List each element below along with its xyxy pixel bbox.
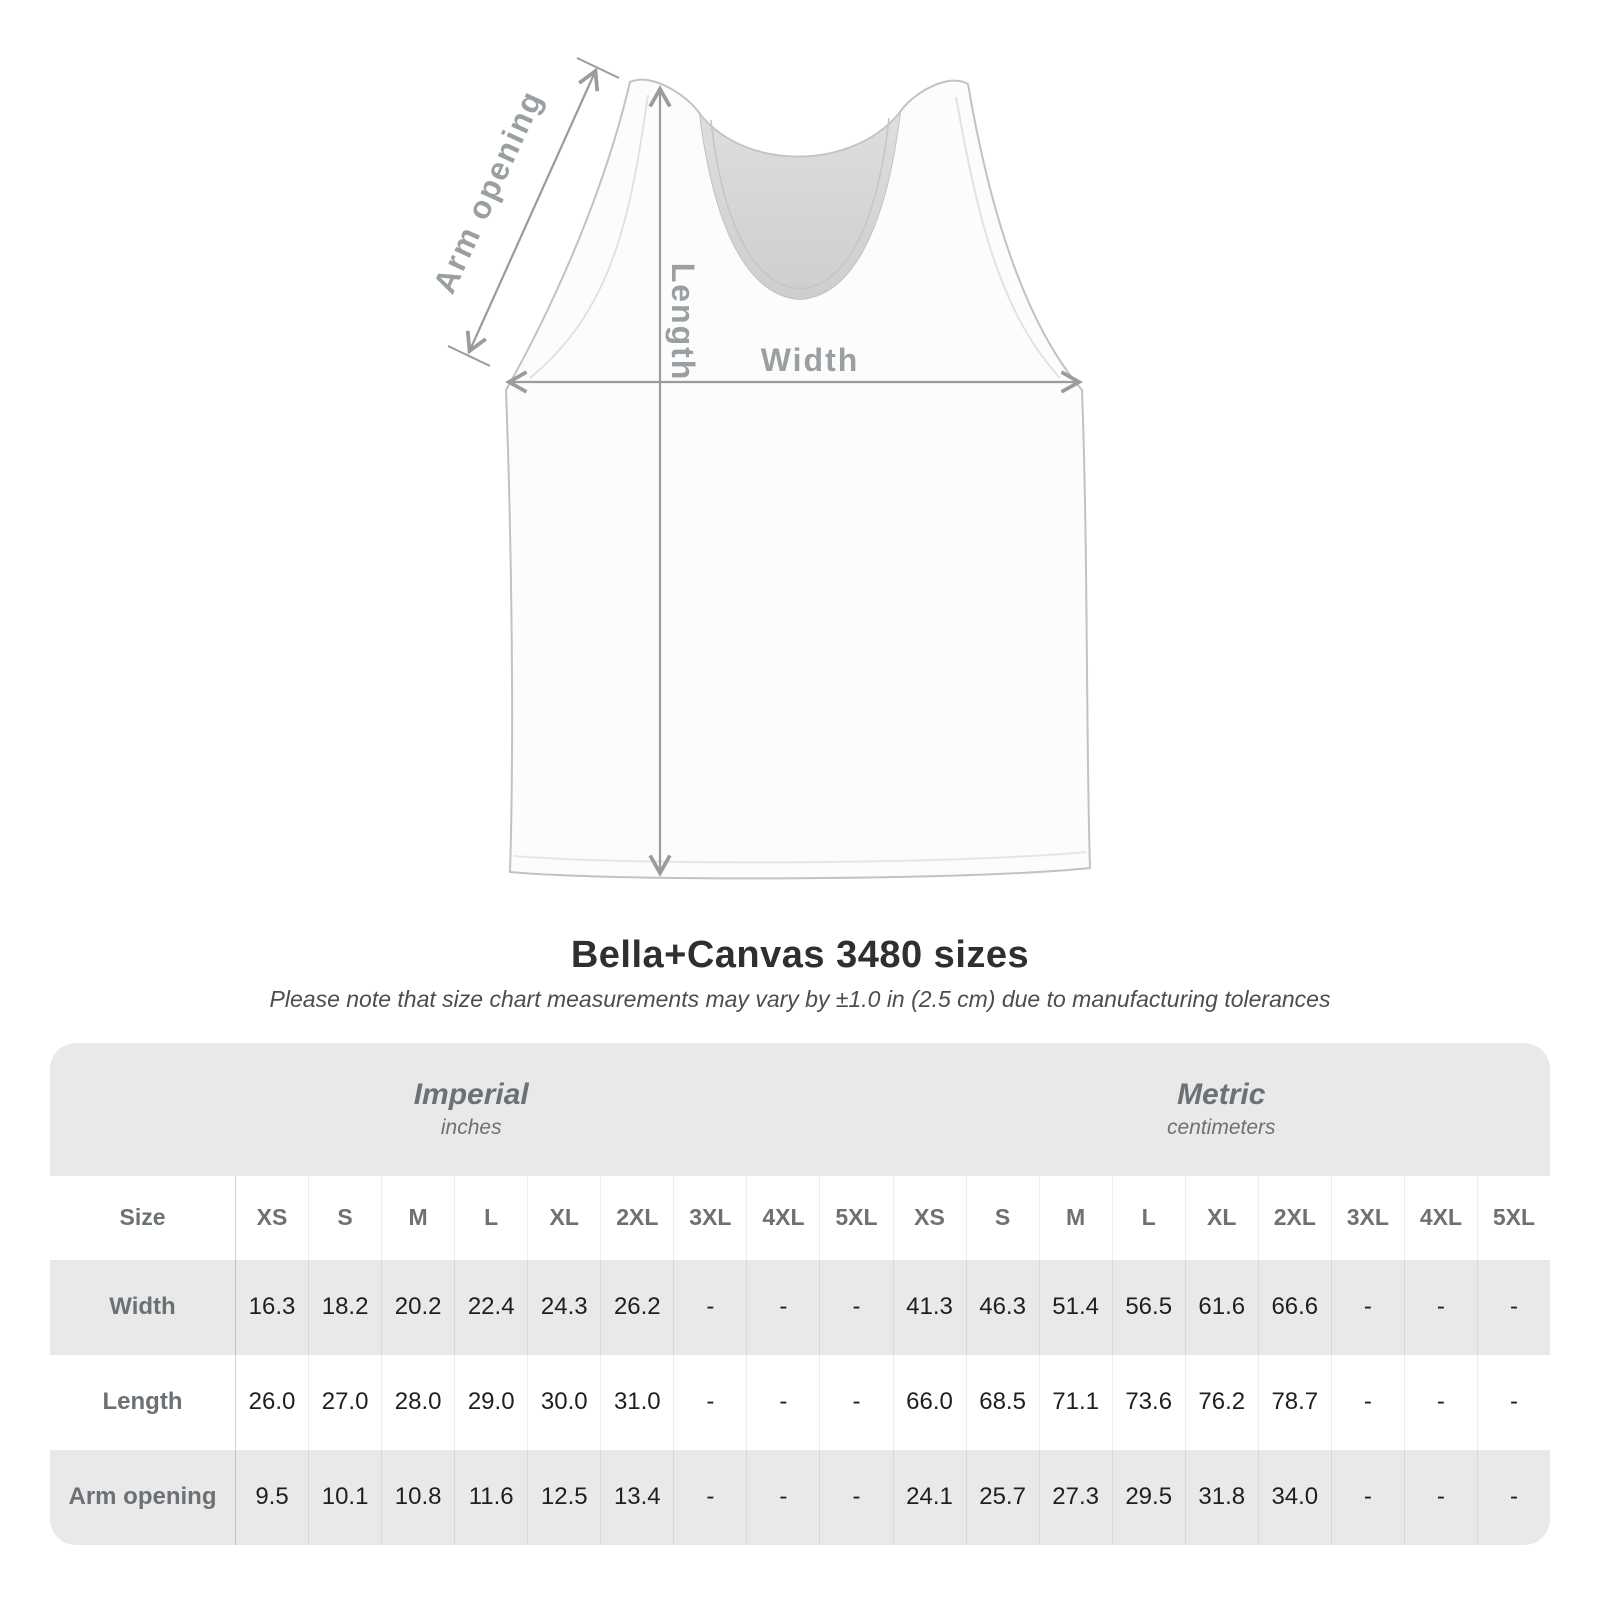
value-cell: 31.0 bbox=[600, 1355, 673, 1450]
value-cell: 27.0 bbox=[308, 1355, 381, 1450]
size-header: S bbox=[966, 1176, 1039, 1260]
value-cell: - bbox=[673, 1260, 746, 1355]
value-cell: 26.0 bbox=[235, 1355, 308, 1450]
size-header: M bbox=[1039, 1176, 1112, 1260]
row-label: Width bbox=[50, 1260, 235, 1355]
imperial-label: Imperial bbox=[413, 1078, 529, 1112]
value-cell: 12.5 bbox=[527, 1450, 600, 1545]
size-header: L bbox=[1112, 1176, 1185, 1260]
value-cell: - bbox=[1331, 1355, 1404, 1450]
value-cell: 71.1 bbox=[1039, 1355, 1112, 1450]
value-cell: - bbox=[1331, 1260, 1404, 1355]
size-header: M bbox=[381, 1176, 454, 1260]
imperial-band bbox=[50, 1043, 893, 1176]
size-header: 3XL bbox=[1331, 1176, 1404, 1260]
value-cell: 30.0 bbox=[527, 1355, 600, 1450]
value-cell: - bbox=[746, 1450, 819, 1545]
value-cell: 66.6 bbox=[1258, 1260, 1331, 1355]
value-cell: 66.0 bbox=[893, 1355, 966, 1450]
value-cell: 10.8 bbox=[381, 1450, 454, 1545]
value-cell: - bbox=[819, 1260, 892, 1355]
value-cell: 28.0 bbox=[381, 1355, 454, 1450]
page-title: Bella+Canvas 3480 sizes bbox=[570, 934, 1030, 976]
value-cell: - bbox=[819, 1355, 892, 1450]
size-column-header: Size bbox=[50, 1176, 235, 1260]
value-cell: - bbox=[1404, 1450, 1477, 1545]
value-cell: - bbox=[1404, 1355, 1477, 1450]
value-cell: 73.6 bbox=[1112, 1355, 1185, 1450]
value-cell: - bbox=[673, 1355, 746, 1450]
width-label: Width bbox=[760, 342, 860, 378]
size-header: XL bbox=[527, 1176, 600, 1260]
value-cell: - bbox=[673, 1450, 746, 1545]
size-header: 2XL bbox=[1258, 1176, 1331, 1260]
row-label: Length bbox=[50, 1355, 235, 1450]
value-cell: - bbox=[746, 1355, 819, 1450]
size-header: 4XL bbox=[746, 1176, 819, 1260]
size-header: L bbox=[454, 1176, 527, 1260]
value-cell: - bbox=[1331, 1450, 1404, 1545]
value-cell: - bbox=[1477, 1260, 1550, 1355]
size-table bbox=[50, 1043, 1550, 1545]
value-cell: 16.3 bbox=[235, 1260, 308, 1355]
value-cell: 11.6 bbox=[454, 1450, 527, 1545]
value-cell: 20.2 bbox=[381, 1260, 454, 1355]
value-cell: 13.4 bbox=[600, 1450, 673, 1545]
tolerance-note: Please note that size chart measurements may vary by ±1.0 in (2.5 cm) due to manufacturing tolerances bbox=[269, 985, 1331, 1012]
value-cell: 18.2 bbox=[308, 1260, 381, 1355]
metric-label: Metric bbox=[1177, 1078, 1266, 1112]
size-header: 5XL bbox=[1477, 1176, 1550, 1260]
value-cell: 29.5 bbox=[1112, 1450, 1185, 1545]
imperial-unit: inches bbox=[440, 1116, 502, 1140]
size-header: XL bbox=[1185, 1176, 1258, 1260]
value-cell: 46.3 bbox=[966, 1260, 1039, 1355]
size-header: XS bbox=[235, 1176, 308, 1260]
value-cell: 27.3 bbox=[1039, 1450, 1112, 1545]
arm-opening-tick-bottom bbox=[448, 346, 490, 366]
value-cell: 56.5 bbox=[1112, 1260, 1185, 1355]
value-cell: 9.5 bbox=[235, 1450, 308, 1545]
value-cell: 24.3 bbox=[527, 1260, 600, 1355]
value-cell: 51.4 bbox=[1039, 1260, 1112, 1355]
value-cell: 29.0 bbox=[454, 1355, 527, 1450]
value-cell: - bbox=[1477, 1355, 1550, 1450]
value-cell: 78.7 bbox=[1258, 1355, 1331, 1450]
metric-unit: centimeters bbox=[1166, 1116, 1276, 1140]
value-cell: 26.2 bbox=[600, 1260, 673, 1355]
size-header: 2XL bbox=[600, 1176, 673, 1260]
value-cell: 34.0 bbox=[1258, 1450, 1331, 1545]
arm-opening-label: Arm opening bbox=[425, 84, 551, 299]
value-cell: 68.5 bbox=[966, 1355, 1039, 1450]
value-cell: 22.4 bbox=[454, 1260, 527, 1355]
value-cell: - bbox=[819, 1450, 892, 1545]
size-header: 3XL bbox=[673, 1176, 746, 1260]
value-cell: - bbox=[1477, 1450, 1550, 1545]
arm-opening-tick-top bbox=[577, 58, 619, 78]
size-header: 5XL bbox=[819, 1176, 892, 1260]
row-label: Arm opening bbox=[50, 1450, 235, 1545]
size-header: 4XL bbox=[1404, 1176, 1477, 1260]
value-cell: 76.2 bbox=[1185, 1355, 1258, 1450]
value-cell: - bbox=[1404, 1260, 1477, 1355]
value-cell: 61.6 bbox=[1185, 1260, 1258, 1355]
metric-band bbox=[893, 1043, 1551, 1176]
value-cell: 24.1 bbox=[893, 1450, 966, 1545]
value-cell: - bbox=[746, 1260, 819, 1355]
value-cell: 41.3 bbox=[893, 1260, 966, 1355]
value-cell: 31.8 bbox=[1185, 1450, 1258, 1545]
tank-top-graphic bbox=[506, 80, 1090, 879]
value-cell: 10.1 bbox=[308, 1450, 381, 1545]
value-cell: 25.7 bbox=[966, 1450, 1039, 1545]
size-header: XS bbox=[893, 1176, 966, 1260]
length-label: Length bbox=[665, 262, 701, 382]
size-header: S bbox=[308, 1176, 381, 1260]
